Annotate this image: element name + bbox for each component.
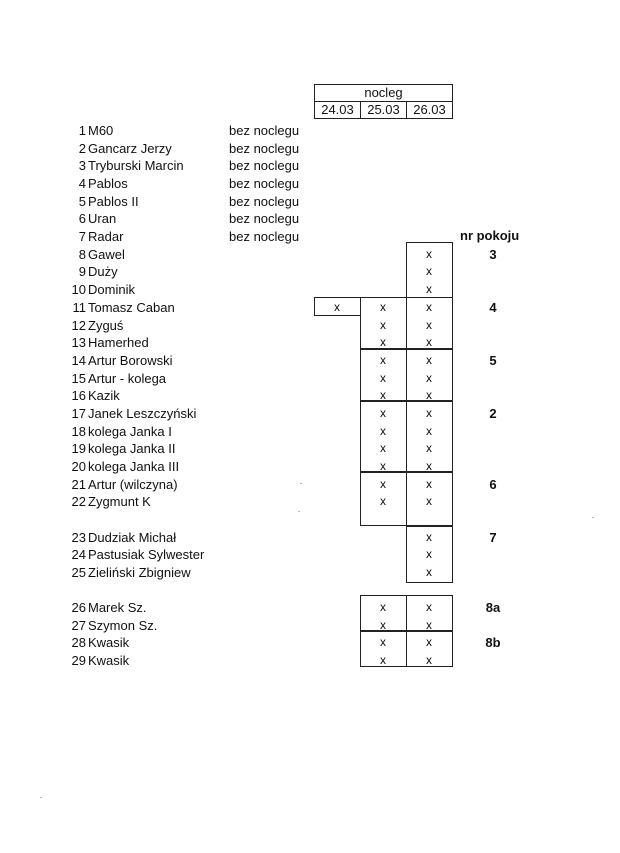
no-stay-note: bez noclegu <box>229 211 300 226</box>
stay-mark-26.03: x <box>426 282 432 296</box>
table-row <box>0 458 620 475</box>
room-number: 2 <box>489 406 497 421</box>
guest-name: Janek Leszczyński <box>88 406 197 421</box>
table-row <box>0 493 620 510</box>
row-number: 28 <box>71 635 86 650</box>
table-row <box>0 352 620 369</box>
stay-mark-26.03: x <box>426 477 432 491</box>
date-header-25-03: 25.03 <box>360 101 407 119</box>
row-number: 26 <box>71 600 86 615</box>
guest-name: Tryburski Marcin <box>88 158 184 173</box>
stay-mark-25.03: x <box>380 388 386 402</box>
table-row <box>0 405 620 422</box>
row-number: 22 <box>71 494 86 509</box>
table-row <box>0 228 620 245</box>
table-row <box>0 599 620 616</box>
room-number: 4 <box>489 300 497 315</box>
row-number: 1 <box>78 123 86 138</box>
row-number: 15 <box>71 371 86 386</box>
stay-mark-26.03: x <box>426 618 432 632</box>
stay-mark-26.03: x <box>426 318 432 332</box>
table-row <box>0 440 620 457</box>
guest-name: Pastusiak Sylwester <box>88 547 205 562</box>
row-number: 17 <box>71 406 86 421</box>
stay-mark-25.03: x <box>380 318 386 332</box>
guest-name: Duży <box>88 264 118 279</box>
stay-mark-25.03: x <box>380 477 386 491</box>
row-number: 29 <box>71 653 86 668</box>
row-number: 12 <box>71 318 86 333</box>
row-number: 9 <box>78 264 86 279</box>
row-number: 16 <box>71 388 86 403</box>
row-number: 13 <box>71 335 86 350</box>
stay-mark-26.03: x <box>426 406 432 420</box>
guest-name: kolega Janka II <box>88 441 176 456</box>
row-number: 7 <box>78 229 86 244</box>
no-stay-note: bez noclegu <box>229 229 300 244</box>
stay-mark-26.03: x <box>426 371 432 385</box>
table-row <box>0 193 620 210</box>
stay-mark-26.03: x <box>426 547 432 561</box>
guest-name: Uran <box>88 211 117 226</box>
row-number: 11 <box>72 300 86 315</box>
row-number: 8 <box>78 247 86 262</box>
stay-mark-25.03: x <box>380 653 386 667</box>
date-header-24-03: 24.03 <box>314 101 361 119</box>
table-row <box>0 299 620 316</box>
table-row <box>0 370 620 387</box>
guest-name: Artur - kolega <box>88 371 167 386</box>
table-row <box>0 634 620 651</box>
stay-mark-26.03: x <box>426 635 432 649</box>
row-number: 23 <box>71 530 86 545</box>
no-stay-note: bez noclegu <box>229 141 300 156</box>
stay-mark-25.03: x <box>380 300 386 314</box>
table-row <box>0 281 620 298</box>
no-stay-note: bez noclegu <box>229 158 300 173</box>
stay-mark-26.03: x <box>426 300 432 314</box>
stay-mark-26.03: x <box>426 494 432 508</box>
row-number: 6 <box>78 211 86 226</box>
table-row <box>0 564 620 581</box>
row-number: 4 <box>78 176 86 191</box>
date-header-26-03: 26.03 <box>406 101 453 119</box>
table-row <box>0 617 620 634</box>
stay-mark-25.03: x <box>380 494 386 508</box>
table-row <box>0 157 620 174</box>
stay-mark-26.03: x <box>426 264 432 278</box>
stay-mark-25.03: x <box>380 600 386 614</box>
table-row <box>0 263 620 280</box>
stay-mark-25.03: x <box>380 459 386 473</box>
table-row <box>0 334 620 351</box>
scan-speck <box>40 797 42 798</box>
table-row <box>0 175 620 192</box>
guest-name: Zieliński Zbigniew <box>88 565 191 580</box>
guest-name: Zygmunt K <box>88 494 151 509</box>
scan-speck <box>300 483 302 484</box>
stay-mark-26.03: x <box>426 459 432 473</box>
row-number: 20 <box>71 459 86 474</box>
guest-name: Marek Sz. <box>88 600 147 615</box>
row-number: 19 <box>71 441 86 456</box>
room-number: 7 <box>489 530 497 545</box>
row-number: 3 <box>78 158 86 173</box>
scan-speck <box>298 511 300 512</box>
stay-mark-26.03: x <box>426 424 432 438</box>
no-stay-note: bez noclegu <box>229 176 300 191</box>
stay-mark-26.03: x <box>426 565 432 579</box>
guest-name: Hamerhed <box>88 335 149 350</box>
guest-name: Kazik <box>88 388 120 403</box>
table-row <box>0 140 620 157</box>
table-row <box>0 476 620 493</box>
guest-name: M60 <box>88 123 114 138</box>
table-row <box>0 246 620 263</box>
stay-mark-26.03: x <box>426 353 432 367</box>
room-number: 8a <box>485 600 501 615</box>
guest-name: kolega Janka III <box>88 459 180 474</box>
guest-name: Radar <box>88 229 124 244</box>
row-number: 10 <box>71 282 86 297</box>
guest-name: Kwasik <box>88 635 130 650</box>
guest-name: Dominik <box>88 282 135 297</box>
stay-mark-25.03: x <box>380 371 386 385</box>
scan-speck <box>592 517 594 518</box>
row-number: 5 <box>78 194 86 209</box>
table-row <box>0 529 620 546</box>
stay-mark-25.03: x <box>380 635 386 649</box>
room-number: 3 <box>489 247 497 262</box>
guest-name: Artur (wilczyna) <box>88 477 178 492</box>
stay-mark-26.03: x <box>426 441 432 455</box>
guest-name: kolega Janka I <box>88 424 172 439</box>
stay-mark-25.03: x <box>380 335 386 349</box>
guest-name: Tomasz Caban <box>88 300 175 315</box>
stay-mark-26.03: x <box>426 335 432 349</box>
guest-name: Pablos <box>88 176 128 191</box>
table-row <box>0 317 620 334</box>
stay-mark-24.03: x <box>334 300 340 314</box>
stay-mark-25.03: x <box>380 424 386 438</box>
stay-mark-25.03: x <box>380 406 386 420</box>
room-number: 5 <box>489 353 497 368</box>
guest-name: Gancarz Jerzy <box>88 141 172 156</box>
row-number: 14 <box>71 353 86 368</box>
guest-name: Pablos II <box>88 194 139 209</box>
row-number: 21 <box>71 477 86 492</box>
guest-name: Szymon Sz. <box>88 618 158 633</box>
stay-mark-26.03: x <box>426 530 432 544</box>
stay-mark-26.03: x <box>426 600 432 614</box>
guest-name: Kwasik <box>88 653 130 668</box>
guest-name: Zyguś <box>88 318 124 333</box>
table-row <box>0 387 620 404</box>
stay-mark-25.03: x <box>380 441 386 455</box>
row-number: 2 <box>78 141 86 156</box>
row-number: 25 <box>71 565 86 580</box>
stay-mark-26.03: x <box>426 388 432 402</box>
guest-name: Dudziak Michał <box>88 530 177 545</box>
stay-mark-25.03: x <box>380 618 386 632</box>
guest-name: Gawel <box>88 247 125 262</box>
room-number-header: nr pokoju <box>460 228 520 243</box>
guest-name: Artur Borowski <box>88 353 173 368</box>
table-row <box>0 210 620 227</box>
table-row <box>0 546 620 563</box>
row-number: 24 <box>71 547 86 562</box>
table-row <box>0 122 620 139</box>
no-stay-note: bez noclegu <box>229 123 300 138</box>
row-number: 18 <box>71 424 86 439</box>
room-number: 6 <box>489 477 497 492</box>
table-row <box>0 652 620 669</box>
row-number: 27 <box>71 618 86 633</box>
no-stay-note: bez noclegu <box>229 194 300 209</box>
nocleg-header: nocleg <box>314 84 453 102</box>
table-row <box>0 423 620 440</box>
stay-mark-26.03: x <box>426 247 432 261</box>
stay-mark-26.03: x <box>426 653 432 667</box>
stay-mark-25.03: x <box>380 353 386 367</box>
room-number: 8b <box>485 635 501 650</box>
